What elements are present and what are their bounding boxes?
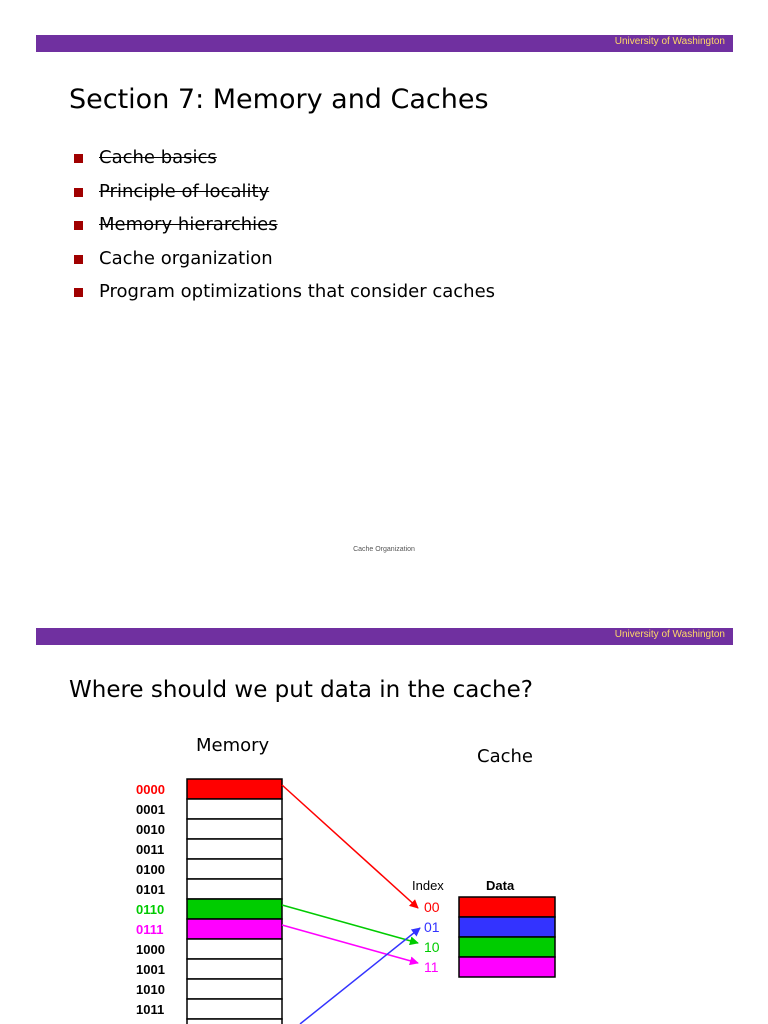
bullet-text: Cache organization [99, 247, 273, 269]
memory-address-label: 0010 [136, 822, 165, 837]
memory-cell [187, 899, 282, 919]
memory-address-label: 0001 [136, 802, 165, 817]
slide-title: Section 7: Memory and Caches [69, 84, 489, 115]
memory-address-label: 0011 [136, 842, 165, 857]
memory-cell [187, 959, 282, 979]
memory-address-label: 0110 [136, 902, 165, 917]
memory-cell [187, 999, 282, 1019]
data-header: Data [486, 878, 515, 893]
arrow-to-01 [300, 928, 420, 1024]
arrow-0111-to-11 [282, 925, 418, 963]
cache-index-label: 10 [424, 939, 440, 955]
memory-label: Memory [196, 735, 270, 756]
memory-address-label: 1010 [136, 982, 165, 997]
memory-cell [187, 919, 282, 939]
university-label: University of Washington [614, 36, 725, 47]
memory-address-label: 0100 [136, 862, 165, 877]
cache-index-label: 11 [424, 959, 439, 975]
slide-footer: Cache Organization [353, 546, 415, 553]
index-header: Index [412, 878, 444, 893]
arrow-0000-to-00 [282, 785, 418, 908]
slide-title-2: Where should we put data in the cache? [69, 677, 533, 703]
memory-cell [187, 939, 282, 959]
memory-address-label: 1011 [136, 1002, 165, 1017]
memory-cell [187, 839, 282, 859]
memory-cell [187, 779, 282, 799]
bullet-text: Cache basics [99, 147, 217, 168]
bullet-text: Memory hierarchies [99, 214, 278, 235]
cache-index-label: 01 [424, 919, 440, 935]
cache-label: Cache [477, 746, 533, 767]
memory-cell [187, 799, 282, 819]
bullet-text: Principle of locality [99, 180, 270, 202]
memory-cell [187, 879, 282, 899]
memory-address-label: 0000 [136, 782, 165, 797]
memory-cell [187, 979, 282, 999]
cache-row-00 [459, 897, 555, 917]
memory-cells [187, 779, 282, 1024]
cache-row-11 [459, 957, 555, 977]
cache-row-10 [459, 937, 555, 957]
memory-address-label: 0111 [136, 922, 164, 937]
cache-row-01 [459, 917, 555, 937]
memory-address-label: 1001 [136, 962, 165, 977]
memory-address-label: 0101 [136, 882, 165, 897]
memory-cell [187, 859, 282, 879]
memory-address-label: 1000 [136, 942, 165, 957]
memory-cell [187, 819, 282, 839]
bullet-text: Program optimizations that consider caches [99, 281, 496, 302]
cache-index-label: 00 [424, 899, 440, 915]
memory-cell [187, 1019, 282, 1024]
university-label-2: University of Washington [614, 629, 725, 640]
arrow-0110-to-10 [282, 905, 418, 943]
